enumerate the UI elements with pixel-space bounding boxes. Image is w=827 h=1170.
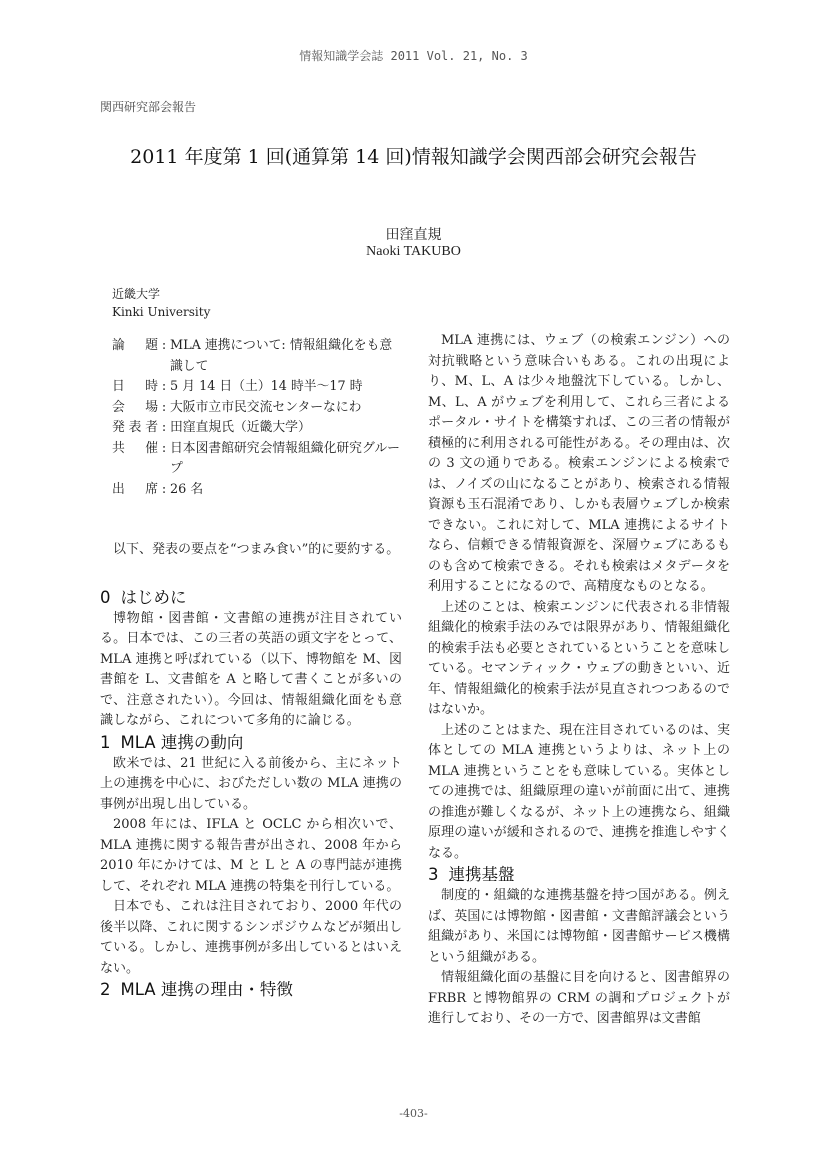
meta-row: [112, 418, 404, 439]
meta-row: [112, 336, 404, 377]
meta-row: [112, 398, 404, 419]
page-number: -403-: [399, 1107, 428, 1120]
paragraph: 制度的・組織的な連携基盤を持つ国がある。例えば、英国には博物館・図書館・文書館評議会という組織があり、米国には博物館・図書館サービス機構という組織がある。: [428, 888, 730, 965]
paragraph: 上述のことは、検索エンジンに代表される非情報組織化的検索手法のみでは限界があり、情報組織化的検索手法も必要とされているということを意味している。セマンティック・ウェブの動きといい、近年、情報組織化的検索手法が見直されつつあるのではないか。: [428, 599, 730, 717]
affiliation-ja: 近畿大学: [112, 287, 161, 301]
author-name-en: Naoki TAKUBO: [366, 244, 461, 259]
page-title: 2011 年度第 1 回(通算第 14 回)情報知識学会関西部会研究会報告: [130, 146, 697, 168]
paragraph: 情報組織化面の基盤に目を向けると、図書館界の FRBR と博物館界の CRM の調和プロジェクトが進行しており、その一方で、図書館界は文書館: [428, 970, 730, 1026]
author-name-ja: 田窪直規: [385, 227, 442, 243]
meta-value: 5 月 14 日（土）14 時半〜17 時: [170, 379, 363, 394]
paragraph: 上述のことはまた、現在注目されているのは、実体としての MLA 連携というよりは、ネット上の MLA 連携ということをも意味している。実体としての連携では、組織原理の違いが前面に出て、連携の推進が難しくなるが、ネット上の連携なら、組織原理の違いが緩和されるので、連携を推進しやすくなる。: [428, 722, 730, 861]
section-heading: [100, 587, 402, 609]
meta-value: 田窪直規氏（近畿大学）: [170, 420, 311, 435]
meta-value: 大阪市立市民交流センターなにわ: [170, 399, 362, 415]
meta-row: [112, 377, 404, 398]
section-heading: [428, 864, 730, 886]
meta-key: 論 題: [112, 338, 158, 353]
running-head: 情報知識学会誌 2011 Vol. 21, No. 3: [299, 49, 528, 63]
right-column: [428, 331, 730, 1030]
meta-colon: :: [161, 420, 167, 435]
meta-key: 出 席: [112, 481, 158, 497]
section-number: 1: [100, 732, 111, 752]
meta-colon: :: [161, 338, 167, 353]
meta-colon: :: [161, 481, 167, 497]
paragraph: MLA 連携には、ウェブ（の検索エンジン）への対抗戦略という意味合いもある。これの出現により、M、L、A は少々地盤沈下している。しかし、M、L、A がウェブを利用して、これら三者によるポータル・サイトを構築すれば、この三者の情報が積極的に利用される可能性がある。その理由は、次の 3 文の通りである。検索エンジンによる検索では、ノイズの山になることがあり、検索される情報資源も玉石混淆であり、しかも表層ウェブしか検索できない。これに対して、MLA 連携によるサイトなら、信頼できる情報資源を、深層ウェブにあるものも含めて検索できる。それも検索はメタデータを利用することになるので、高精度なものとなる。: [428, 333, 730, 594]
meta-value: MLA 連携について: 情報組織化をも意識して: [170, 338, 393, 374]
section-number: 2: [100, 980, 111, 999]
meta-colon: :: [161, 440, 167, 456]
paragraph: 博物館・図書館・文書館の連携が注目されている。日本では、この三者の英語の頭文字をとって、MLA 連携と呼ばれている（以下、博物館を M、図書館を L、文書館を A と略して書くことが多いので、注意されたい）。今回は、情報組織化面をも意識しながら、これについて多角的に論じる。: [100, 610, 402, 728]
meta-key: 日 時: [112, 379, 158, 394]
section-title: 連携基盤: [448, 865, 515, 884]
meta-value: 26 名: [170, 481, 204, 497]
affiliation-en: Kinki University: [112, 305, 211, 319]
intro-paragraph: 以下、発表の要点を“つまみ食い”的に要約する。: [113, 542, 400, 557]
meta-key: 会 場: [112, 399, 158, 415]
meta-key: 発表者: [112, 420, 158, 435]
meta-key: 共 催: [112, 440, 158, 456]
meta-row: [112, 480, 404, 501]
paragraph: 日本でも、これは注目されており、2000 年代の後半以降、これに関するシンポジウムなどが頻出している。しかし、連携事例が多出しているとはいえない。: [100, 899, 402, 976]
section-heading: [100, 979, 402, 1001]
paragraph: 欧米では、21 世紀に入る前後から、主にネット上の連携を中心に、おびただしい数の MLA 連携の事例が出現し出している。: [100, 755, 402, 812]
meeting-info: [112, 336, 404, 500]
meta-row: [112, 439, 404, 480]
section-title: MLA 連携の動向: [120, 732, 244, 752]
left-column: [100, 540, 402, 1001]
section-heading: [100, 732, 402, 754]
section-title: はじめに: [120, 587, 187, 607]
meta-colon: :: [161, 379, 167, 394]
section-number: 0: [100, 587, 111, 607]
meta-colon: :: [161, 399, 167, 415]
affiliation: [112, 285, 210, 321]
paragraph: 2008 年には、IFLA と OCLC から相次いで、MLA 連携に関する報告書が出され、2008 年から 2010 年にかけては、M と L と A の専門誌が連携して、それぞれ MLA 連携の特集を刊行している。: [100, 817, 402, 894]
section-title: MLA 連携の理由・特徴: [120, 980, 293, 999]
section-label: 関西研究部会報告: [100, 100, 197, 114]
meta-value: 日本図書館研究会情報組織化研究グループ: [170, 440, 400, 476]
section-number: 3: [428, 865, 439, 884]
